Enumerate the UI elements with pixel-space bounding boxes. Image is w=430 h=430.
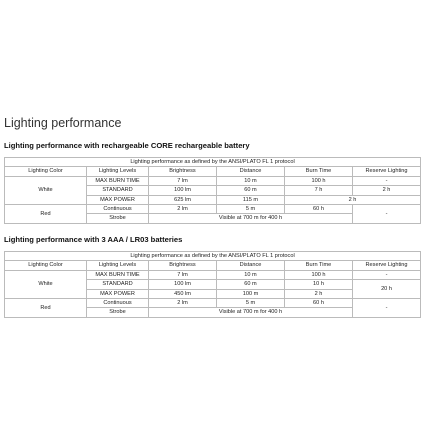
burn-time-cell: 60 h xyxy=(285,205,353,214)
distance-cell: 5 m xyxy=(217,299,285,308)
brightness-cell: 7 lm xyxy=(149,270,217,279)
table-row xyxy=(5,270,421,279)
column-header: Brightness xyxy=(149,261,217,270)
section-title-core-battery: Lighting performance with rechargeable CORE rechargeable battery xyxy=(4,141,250,150)
lighting-level-cell: Continuous xyxy=(87,205,149,214)
table-row xyxy=(5,299,421,308)
lighting-level-cell: Strobe xyxy=(87,214,149,223)
page-title: Lighting performance xyxy=(4,116,122,130)
section-title-aaa-batteries: Lighting performance with 3 AAA / LR03 batteries xyxy=(4,235,183,244)
column-header: Brightness xyxy=(149,167,217,176)
distance-cell: 115 m xyxy=(217,195,285,204)
burn-time-cell: 100 h xyxy=(285,270,353,279)
brightness-cell: 7 lm xyxy=(149,176,217,185)
column-header: Lighting Levels xyxy=(87,261,149,270)
column-header: Lighting Color xyxy=(5,261,87,270)
table-row xyxy=(5,176,421,185)
distance-cell: 60 m xyxy=(217,186,285,195)
lighting-level-cell: MAX BURN TIME xyxy=(87,270,149,279)
performance-table-aaa-batteries xyxy=(4,251,421,318)
brightness-cell: 100 lm xyxy=(149,186,217,195)
brightness-cell: 2 lm xyxy=(149,299,217,308)
brightness-cell: 625 lm xyxy=(149,195,217,204)
column-header: Reserve Lighting xyxy=(353,261,421,270)
burn-time-cell: 100 h xyxy=(285,176,353,185)
lighting-level-cell: MAX POWER xyxy=(87,195,149,204)
distance-cell: 100 m xyxy=(217,289,285,298)
strobe-visibility-cell: Visible at 700 m for 400 h xyxy=(149,308,353,317)
reserve-lighting-cell: - xyxy=(353,299,421,318)
burn-time-cell: 2 h xyxy=(285,195,421,204)
column-header: Reserve Lighting xyxy=(353,167,421,176)
column-header: Burn Time xyxy=(285,167,353,176)
lighting-level-cell: Continuous xyxy=(87,299,149,308)
lighting-level-cell: STANDARD xyxy=(87,280,149,289)
table-row xyxy=(5,205,421,214)
column-header: Lighting Color xyxy=(5,167,87,176)
burn-time-cell: 10 h xyxy=(285,280,353,289)
reserve-lighting-cell: - xyxy=(353,205,421,224)
table-header-row xyxy=(5,167,421,176)
reserve-lighting-cell: - xyxy=(353,270,421,279)
brightness-cell: 100 lm xyxy=(149,280,217,289)
burn-time-cell: 2 h xyxy=(285,289,353,298)
brightness-cell: 450 lm xyxy=(149,289,217,298)
lighting-level-cell: STANDARD xyxy=(87,186,149,195)
distance-cell: 60 m xyxy=(217,280,285,289)
lighting-color-cell: White xyxy=(5,176,87,204)
distance-cell: 5 m xyxy=(217,205,285,214)
table-caption-row xyxy=(5,252,421,261)
lighting-level-cell: MAX POWER xyxy=(87,289,149,298)
column-header: Lighting Levels xyxy=(87,167,149,176)
burn-time-cell: 7 h xyxy=(285,186,353,195)
strobe-visibility-cell: Visible at 700 m for 400 h xyxy=(149,214,353,223)
reserve-lighting-cell: 2 h xyxy=(353,186,421,195)
lighting-color-cell: White xyxy=(5,270,87,298)
reserve-lighting-cell: 20 h xyxy=(353,280,421,299)
distance-cell: 10 m xyxy=(217,270,285,279)
reserve-lighting-cell: - xyxy=(353,176,421,185)
performance-table-core-battery xyxy=(4,157,421,224)
table-caption-row xyxy=(5,158,421,167)
column-header: Burn Time xyxy=(285,261,353,270)
lighting-level-cell: Strobe xyxy=(87,308,149,317)
distance-cell: 10 m xyxy=(217,176,285,185)
column-header: Distance xyxy=(217,261,285,270)
table-header-row xyxy=(5,261,421,270)
brightness-cell: 2 lm xyxy=(149,205,217,214)
column-header: Distance xyxy=(217,167,285,176)
table-caption: Lighting performance as defined by the ANSI/PLATO FL 1 protocol xyxy=(5,158,421,167)
burn-time-cell: 60 h xyxy=(285,299,353,308)
lighting-color-cell: Red xyxy=(5,299,87,318)
table-caption: Lighting performance as defined by the ANSI/PLATO FL 1 protocol xyxy=(5,252,421,261)
lighting-color-cell: Red xyxy=(5,205,87,224)
lighting-level-cell: MAX BURN TIME xyxy=(87,176,149,185)
